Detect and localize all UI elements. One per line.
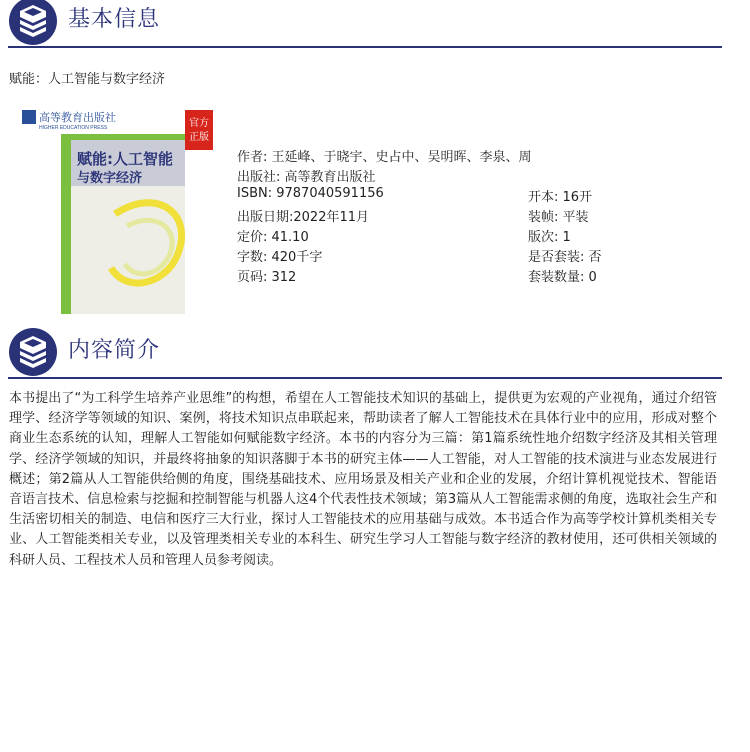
book-edition: 版次: 1 — [528, 230, 571, 245]
book-is-set: 是否套装: 否 — [528, 250, 602, 265]
summary-text: 本书提出了“为工科学生培养产业思维”的构想，希望在人工智能技术知识的基础上，提供更为宏观的产业视角，通过介绍管理学、经济学等领域的知识、案例，将技术知识点串联起来，帮助读者了解人工智能技术在具体行业中的应用，形成对整个商业生态系统的认知，理解人工智能如何赋能数字经济。本书的内容分为三篇：第1篇系统性地介绍数字经济及其相关管理学、经济学领域的知识，并最终将抽象的知识落脚于本书的研究主体——人工智能，对人工智能的技术演进与业态发展进行概述；第2篇从人工智能供给侧的角度，围绕基础技术、应用场景及相关产业和企业的发展，介绍计算机视觉技术、智能语音语言技术、信息检索与挖掘和控制智能与机器人这4个代表性技术领域；第3篇从人工智能需求侧的角度，选取社会生产和生活密切相关的制造、电信和医疗三大行业，探讨人工智能技术的应用基础与成效。本书适合作为高等学校计算机类相关专业、人工智能类相关专业，以及管理类相关专业的本科生、研究生学习人工智能与数字经济的教材使用，还可供相关领域的科研人员、工程技术人员和管理人员参考阅读。 — [9, 391, 717, 568]
book-author: 作者: 王延峰、于晓宇、史占中、吴明晖、李泉、周 — [237, 150, 532, 165]
official-badge — [185, 110, 213, 150]
book-pub-date: 出版日期:2022年11月 — [237, 210, 370, 225]
publisher-logo — [22, 110, 116, 131]
book-stack-icon — [8, 327, 58, 377]
section-title: 基本信息 — [68, 7, 161, 32]
book-pages: 页码: 312 — [237, 270, 297, 285]
book-set-count: 套装数量: 0 — [528, 270, 597, 285]
book-binding: 装帧: 平装 — [528, 210, 589, 225]
basic-info-header — [8, 0, 722, 48]
book-cover-image — [17, 106, 213, 316]
publisher-logo-text: 高等教育出版社 — [39, 111, 116, 124]
summary-header — [8, 327, 722, 379]
publisher-logo-en: HIGHER EDUCATION PRESS — [39, 125, 108, 131]
book-publisher: 出版社: 高等教育出版社 — [237, 170, 376, 185]
cover-title-line1: 赋能:人工智能 — [77, 150, 173, 168]
book-price: 定价: 41.10 — [237, 230, 309, 245]
book-isbn: ISBN: 9787040591156 — [237, 186, 384, 201]
section-title: 内容简介 — [68, 338, 161, 363]
book-title-line: 赋能：人工智能与数字经济 — [9, 72, 166, 87]
badge-line1: 官方 — [189, 118, 209, 129]
book-format: 开本: 16开 — [528, 190, 593, 205]
book-stack-icon — [8, 0, 58, 46]
badge-line2: 正版 — [189, 132, 209, 143]
cover-title-line2: 与数字经济 — [77, 171, 143, 186]
book-word-count: 字数: 420千字 — [237, 250, 323, 265]
